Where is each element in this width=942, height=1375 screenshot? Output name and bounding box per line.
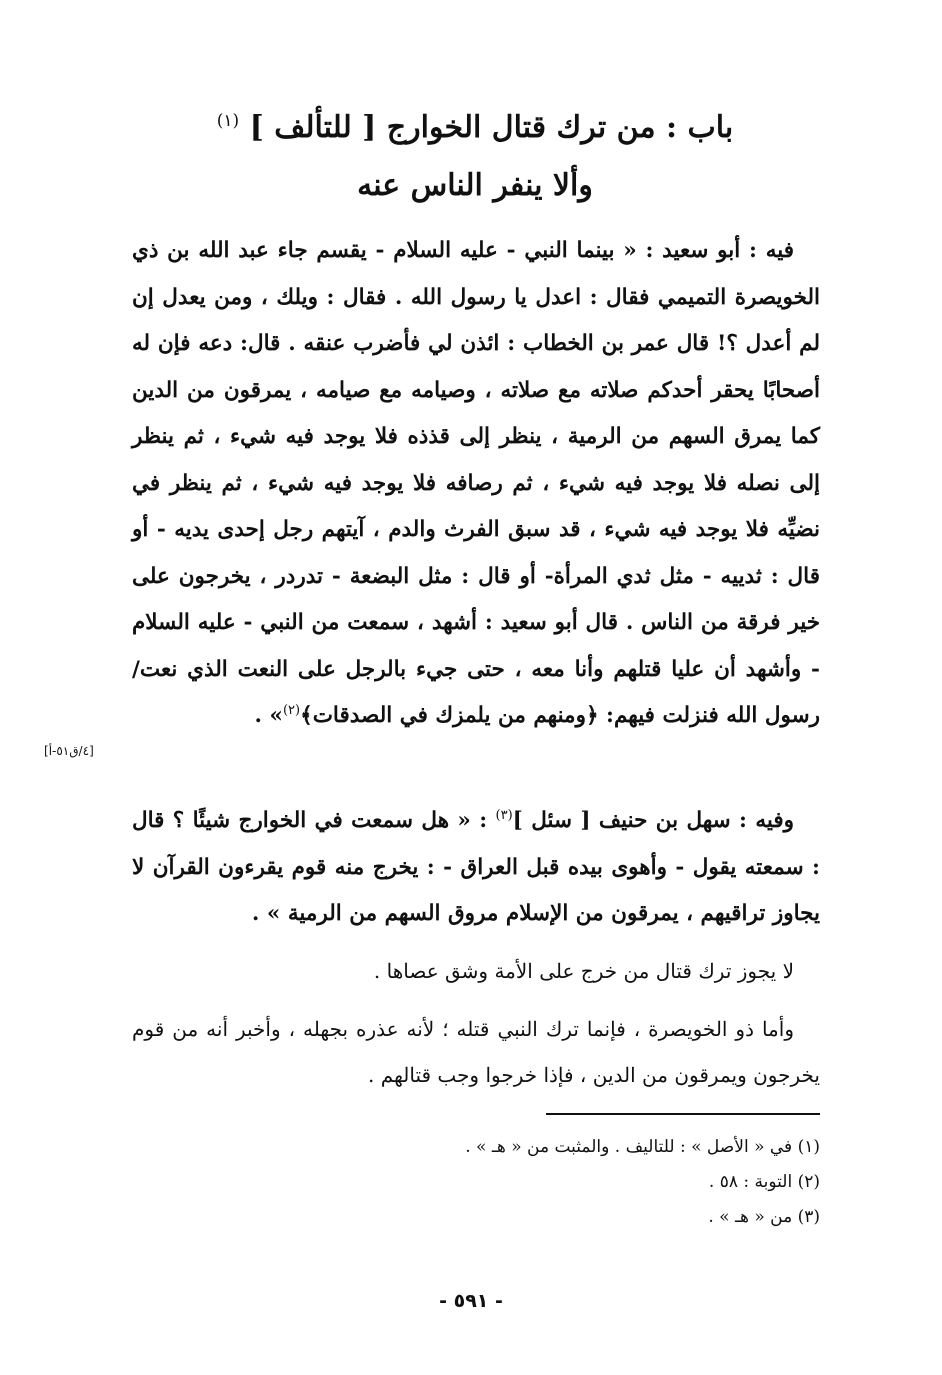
title-footnote-marker: (١) (216, 111, 240, 131)
footnote-1: (١) في « الأصل » : للتاليف . والمثبت من « هـ » . (465, 1137, 820, 1157)
commentary-paragraph-1: لا يجوز ترك قتال من خرج على الأمة وشق عصاها . (373, 959, 794, 983)
footnote-2: (٢) التوبة : ٥٨ . (708, 1172, 820, 1192)
manuscript-margin-note: [٤/ق٥١-أ] (44, 744, 94, 758)
footnote-marker-3: (٣) (495, 807, 513, 823)
paragraph-1-text: فيه : أبو سعيد : « بينما النبي - عليه السلام - يقسم جاء عبد الله بن ذي الخويصرة التميمي فقال : اعدل يا رسول الله . فقال : ويلك ، ومن يعدل إن لم أعدل ؟! قال عمر بن الخطاب : ائذن لي فأضرب عنقه . قال: دعه فإن له أصحابًا يحقر أحدكم صلاته مع صلاته ، وصيامه مع صيامه ، يمرقون من الدين كما يمرق السهم من الرمية ، ينظر إلى قذذه فلا يوجد فيه شيء ، ثم ينظر إلى نصله فلا يوجد فيه شيء ، ثم رصافه فلا يوجد فيه شيء ، ثم ينظر في نضيِّه فلا يوجد فيه شيء ، قد سبق الفرث والدم ، آيتهم رجل إحدى يديه - أو قال : ثدييه - مثل ثدي المرأة- أو قال : مثل البضعة - تدردر ، يخرجون على خير فرقة من الناس . قال أبو سعيد : أشهد ، سمعت من النبي - عليه السلام - وأشهد أن عليا قتلهم وأنا معه ، حتى جيء بالرجل على النعت الذي نعت/ رسول الله فنزلت فيهم: ﴿ومنهم من يلمزك في الصدقات﴾ (132, 238, 820, 728)
paragraph-1-end: » . (254, 703, 283, 728)
footnote-3: (٣) من « هـ » . (708, 1207, 820, 1227)
paragraph-2-rest: : « هل سمعت في الخوارج شيئًا ؟ قال : سمعته يقول - وأهوى بيده قبل العراق - : يخرج منه قوم يقرءون القرآن لا يجاوز تراقيهم ، يمرقون من الإسلام مروق السهم من الرمية » . (132, 808, 820, 926)
footnote-marker-2: (٢) (282, 702, 301, 718)
page-number: - ٥٩١ - (439, 1290, 503, 1312)
footnote-divider (546, 1113, 820, 1115)
chapter-title-text-1: باب : من ترك قتال الخوارج [ للتألف ] (249, 110, 734, 145)
chapter-title-line-2: وألا ينفر الناس عنه (357, 168, 593, 203)
paragraph-2-start: وفيه : سهل بن حنيف [ سئل ] (512, 808, 794, 833)
hadith-paragraph-sahl (132, 798, 820, 938)
chapter-title (120, 92, 830, 215)
footnotes (132, 1130, 820, 1235)
commentary-paragraph-2: وأما ذو الخويصرة ، فإنما ترك النبي قتله ؛ لأنه عذره بجهله ، وأخبر أنه من قوم يخرجون ويمرقون من الدين ، فإذا خرجوا وجب قتالهم . (132, 1017, 820, 1087)
hadith-paragraph-abu-said (132, 228, 820, 740)
chapter-title-line-1 (120, 92, 830, 157)
